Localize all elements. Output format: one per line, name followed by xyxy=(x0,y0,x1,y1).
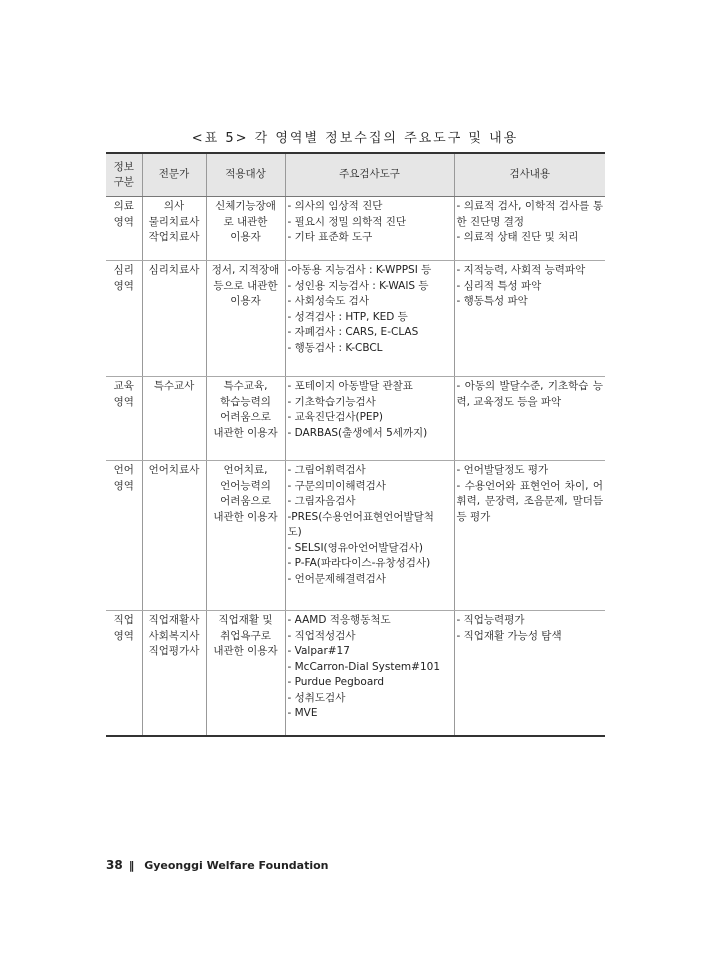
tools-cell xyxy=(285,377,454,461)
tool-item: - McCarron-Dial System#101 xyxy=(287,660,440,673)
tool-item: - 포테이지 아동발달 관찰표 xyxy=(287,380,413,392)
tools-cell xyxy=(285,261,454,377)
expert-cell: 의사 물리치료사 작업치료사 xyxy=(142,197,206,261)
tool-item: - 그림자음검사 xyxy=(287,495,356,507)
tool-item: - 성인용 지능검사 : K-WAIS 등 xyxy=(287,279,429,292)
tool-item: - MVE xyxy=(287,707,318,719)
table-row xyxy=(106,461,605,611)
tool-item: - DARBAS(출생에서 5세까지) xyxy=(287,426,428,439)
tool-item: - 성격검사 : HTP, KED 등 xyxy=(287,310,408,323)
tool-item: - 사회성숙도 검사 xyxy=(287,295,369,307)
table-header-row xyxy=(106,153,605,197)
tool-item: - 행동검사 : K-CBCL xyxy=(287,341,383,354)
tool-item: - 기초학습기능검사 xyxy=(287,395,376,408)
expert-cell: 직업재활사 사회복지사 직업평가사 xyxy=(142,611,206,736)
page-footer xyxy=(106,858,329,872)
tool-item: - 그림어휘력검사 xyxy=(287,464,366,476)
tool-item: -아동용 지능검사 : K-WPPSI 등 xyxy=(287,264,432,276)
tool-item: - Valpar#17 xyxy=(287,645,350,657)
result-item: - 의료적 검사, 이학적 검사를 통한 진단명 결정 xyxy=(456,200,603,228)
target-cell: 언어치료, 언어능력의 어려움으로 내관한 이용자 xyxy=(206,461,285,611)
result-item: - 언어발달정도 평가 xyxy=(456,464,549,476)
tool-item: - 자폐검사 : CARS, E-CLAS xyxy=(287,326,419,338)
tool-item: - Purdue Pegboard xyxy=(287,676,385,688)
tool-item: - 교육진단검사(PEP) xyxy=(287,411,383,423)
results-cell xyxy=(454,611,605,736)
result-item: - 심리적 특성 파악 xyxy=(456,279,542,292)
tool-item: - SELSI(영유아언어발달검사) xyxy=(287,541,424,554)
area-cell: 교육 영역 xyxy=(106,377,142,461)
target-cell: 신체기능장애 로 내관한 이용자 xyxy=(206,197,285,261)
footer-separator: ‖ xyxy=(128,859,135,872)
result-item: - 직업재활 가능성 탐색 xyxy=(456,629,562,642)
result-item: - 의료적 상태 진단 및 처리 xyxy=(456,231,579,243)
tools-cell xyxy=(285,611,454,736)
header-results: 검사내용 xyxy=(454,153,605,197)
results-cell xyxy=(454,377,605,461)
expert-cell: 언어치료사 xyxy=(142,461,206,611)
tool-item: - P-FA(파라다이스-유창성검사) xyxy=(287,557,431,569)
result-item: - 행동특성 파악 xyxy=(456,295,528,307)
expert-cell: 심리치료사 xyxy=(142,261,206,377)
result-item: - 직업능력평가 xyxy=(456,614,525,626)
area-cell: 심리 영역 xyxy=(106,261,142,377)
footer-organization: Gyeonggi Welfare Foundation xyxy=(144,859,329,872)
page-number: 38 xyxy=(106,858,123,872)
result-item: - 수용언어와 표현언어 차이, 어휘력, 문장력, 조음문제, 말더듬 등 평가 xyxy=(456,479,603,523)
area-cell: 직업 영역 xyxy=(106,611,142,736)
target-cell: 특수교육, 학습능력의 어려움으로 내관한 이용자 xyxy=(206,377,285,461)
tool-item: -PRES(수용언어표현언어발달척 xyxy=(287,510,434,523)
header-target: 적용대상 xyxy=(206,153,285,197)
result-item: - 아동의 발달수준, 기초학습 능력, 교육정도 등을 파악 xyxy=(456,380,603,408)
tool-item: - 의사의 임상적 진단 xyxy=(287,200,383,212)
tool-item: - 언어문제해결력검사 xyxy=(287,572,386,585)
target-cell: 직업재활 및 취업욕구로 내관한 이용자 xyxy=(206,611,285,736)
table-caption: <표 5> 각 영역별 정보수집의 주요도구 및 내용 xyxy=(191,131,519,146)
tool-item: 도) xyxy=(287,526,302,538)
results-cell xyxy=(454,197,605,261)
header-tools: 주요검사도구 xyxy=(285,153,454,197)
table-row xyxy=(106,197,605,261)
table-row xyxy=(106,377,605,461)
tool-item: - 성취도검사 xyxy=(287,691,346,704)
tool-item: - 기타 표준화 도구 xyxy=(287,231,373,243)
area-cell: 의료 영역 xyxy=(106,197,142,261)
header-expert: 전문가 xyxy=(142,153,206,197)
area-cell: 언어 영역 xyxy=(106,461,142,611)
tools-cell xyxy=(285,461,454,611)
assessment-tools-table xyxy=(106,152,605,737)
table-row xyxy=(106,261,605,377)
expert-cell: 특수교사 xyxy=(142,377,206,461)
tool-item: - 필요시 정밀 의학적 진단 xyxy=(287,215,407,228)
header-category: 정보 구분 xyxy=(106,153,142,197)
result-item: - 지적능력, 사회적 능력파악 xyxy=(456,264,586,276)
tool-item: - 구문의미이해력검사 xyxy=(287,479,386,492)
target-cell: 정서, 지적장애 등으로 내관한 이용자 xyxy=(206,261,285,377)
tools-cell xyxy=(285,197,454,261)
results-cell xyxy=(454,261,605,377)
tool-item: - AAMD 적응행동척도 xyxy=(287,614,391,626)
table-row xyxy=(106,611,605,736)
results-cell xyxy=(454,461,605,611)
tool-item: - 직업적성검사 xyxy=(287,629,356,642)
